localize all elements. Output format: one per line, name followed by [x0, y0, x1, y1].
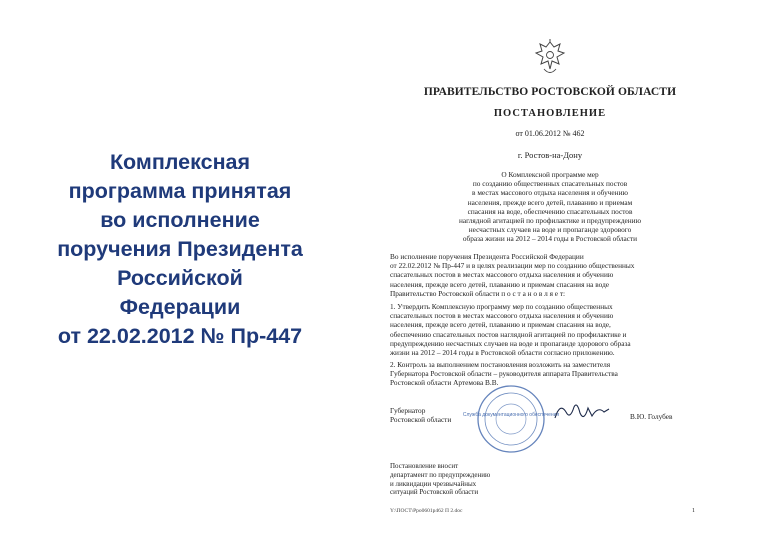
preamble-line: спасательных постов в местах массового отдыха населения и обучению: [390, 270, 614, 280]
item-line: предупреждению несчастных случаев на воде и пропаганде здорового образа: [390, 338, 631, 348]
footer-line: департамент по предупреждению: [390, 470, 491, 479]
subject-line: населения, прежде всего детей, плаванию и приемам: [467, 197, 633, 207]
item-line: 1. Утвердить Комплексную программу мер по созданию общественных: [390, 302, 613, 311]
preamble-line: Во исполнение поручения Президента Российской Федерации: [390, 252, 584, 261]
slide-title: [30, 148, 330, 351]
decree-document-image: [380, 38, 720, 524]
page-number: 1: [692, 508, 695, 514]
file-note: Y:\ПОСТ\Рро0601р462 П 2.doc: [390, 508, 463, 514]
preamble-line: Правительство Ростовской области п о с т а н о в л я е т:: [390, 288, 566, 298]
document-subject: [380, 170, 720, 244]
subject-line: спасания на воде, обеспечению спасательных постов: [467, 206, 633, 216]
item-line: Ростовской области Артемова В.В.: [390, 378, 499, 388]
signature: [552, 398, 612, 426]
signer-title-line: Губернатор: [390, 406, 426, 415]
document-date: от 01.06.2012 № 462: [515, 129, 585, 138]
official-stamp: [462, 384, 560, 454]
coat-of-arms-icon: [532, 38, 568, 78]
item-line: Губернатора Ростовской области – руководителя аппарата Правительства: [390, 369, 618, 379]
item-line: спасательных постов в местах массового отдыха населения и обучению: [390, 311, 614, 321]
item-1-paragraph: [390, 302, 708, 357]
title-line: Федерации: [119, 295, 241, 319]
item-line: 2. Контроль за выполнением постановления возложить на заместителя: [390, 360, 611, 369]
item-line: населения, прежде всего детей, плаванию и приемам спасания на воде,: [390, 320, 611, 330]
subject-line: несчастных случаев на воде и пропаганде здорового: [468, 225, 632, 235]
government-heading: ПРАВИТЕЛЬСТВО РОСТОВСКОЙ ОБЛАСТИ: [423, 86, 677, 98]
subject-line: наглядной агитацией по профилактике и предупреждению: [458, 216, 642, 226]
document-footer: [390, 462, 490, 497]
footer-line: и ликвидации чрезвычайных: [390, 479, 477, 488]
subject-line: в местах массового отдыха населения и обучению: [472, 188, 628, 198]
item-line: жизни на 2012 – 2014 годы в Ростовской области согласно приложению.: [390, 348, 615, 358]
preamble-line: от 22.02.2012 № Пр-447 и в целях реализации мер по созданию общественных: [390, 261, 635, 271]
footer-line: ситуаций Ростовской области: [390, 488, 479, 497]
footer-line: Постановление вносит: [390, 462, 459, 470]
document-type: ПОСТАНОВЛЕНИЕ: [493, 108, 607, 119]
title-line: Комплексная: [109, 150, 251, 174]
title-line: во исполнение: [100, 208, 260, 232]
title-line: программа принятая: [68, 179, 292, 203]
preamble-line: населения, прежде всего детей, плаванию и приемам спасания на воде: [390, 279, 610, 289]
subject-line: по созданию общественных спасательных постов: [472, 179, 628, 189]
signer-title-line: Ростовской области: [390, 415, 452, 425]
item-2-paragraph: [390, 360, 708, 388]
title-line: поручения Президента: [57, 237, 303, 261]
subject-line: О Комплексной программе мер: [501, 170, 599, 179]
signer-title: [390, 406, 451, 424]
stamp-text: Служба документационного обеспечения: [462, 412, 560, 418]
document-city: г. Ростов-на-Дону: [517, 150, 583, 160]
title-line: от 22.02.2012 № Пр-447: [57, 324, 303, 348]
subject-line: образа жизни на 2012 – 2014 годы в Ростовской области: [462, 234, 638, 244]
preamble-paragraph: [390, 252, 708, 298]
signer-name: В.Ю. Голубев: [630, 412, 673, 421]
item-line: обеспечению спасательных постов наглядной агитацией по профилактике и: [390, 329, 627, 339]
title-line: Российской: [117, 266, 243, 290]
